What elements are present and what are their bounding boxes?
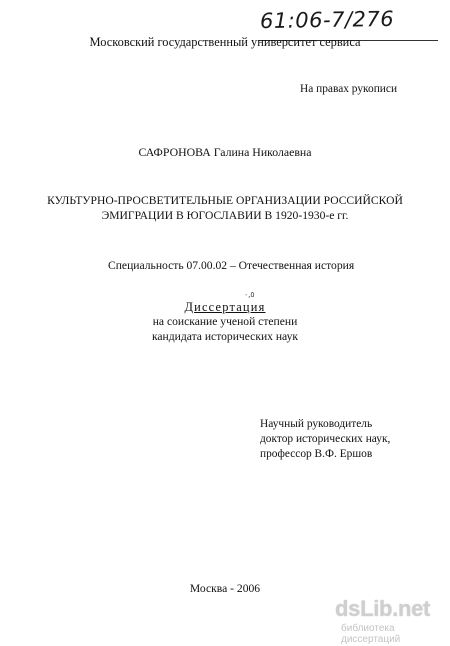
supervisor-name: профессор В.Ф. Ершов — [260, 448, 373, 460]
thesis-title-line-2: ЭМИГРАЦИИ В ЮГОСЛАВИИ В 1920-1930-е гг. — [101, 209, 349, 222]
specialty-line: Специальность 07.00.02 – Отечественная история — [108, 259, 355, 272]
watermark-brand: dsLib.net — [335, 596, 431, 621]
city-year: Москва - 2006 — [189, 582, 261, 595]
supervisor-role: Научный руководитель — [260, 418, 373, 430]
degree-line-1: на соискание ученой степени — [152, 315, 298, 328]
university-name: Московский государственный университет сервиса — [89, 35, 361, 49]
faint-marks: ٠,٥ — [244, 290, 255, 299]
stamp-text: 61:06-7/276 — [259, 6, 395, 34]
supervisor-degree: доктор исторических наук, — [260, 433, 391, 445]
watermark-subtitle: библиотека диссертаций — [341, 623, 401, 645]
dissertation-label: Диссертация — [184, 300, 266, 314]
degree-line-2: кандидата исторических наук — [151, 330, 299, 343]
manuscript-rights-note: На правах рукописи — [300, 83, 398, 95]
thesis-title-line-1: КУЛЬТУРНО-ПРОСВЕТИТЕЛЬНЫЕ ОРГАНИЗАЦИИ РОССИЙСКОЙ — [47, 194, 403, 207]
dslib-watermark-logo — [335, 596, 445, 645]
author-name: САФРОНОВА Галина Николаевна — [138, 145, 312, 159]
